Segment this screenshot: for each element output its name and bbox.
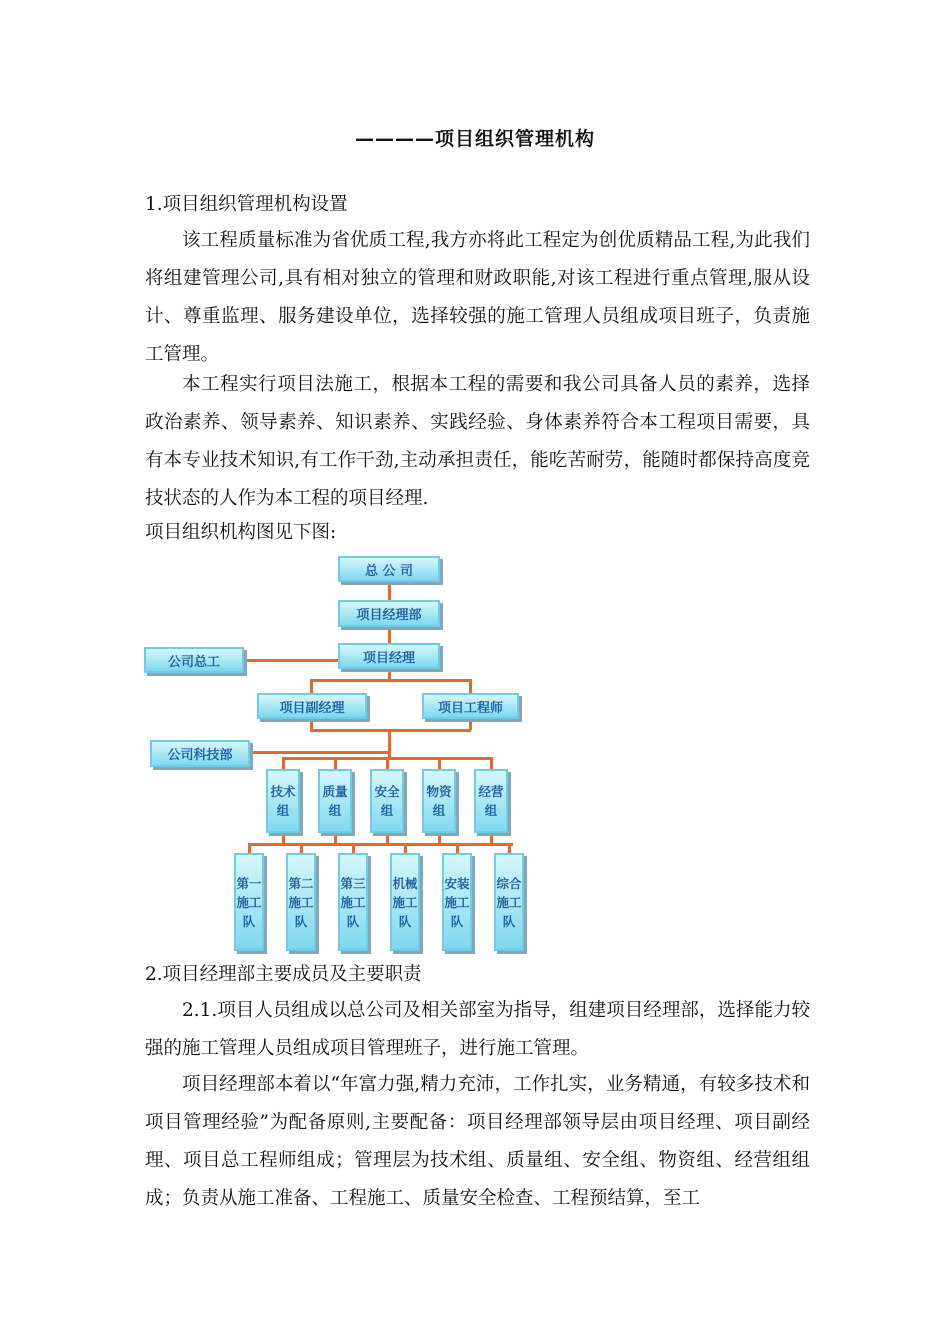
org-node-group: 物资组 (422, 769, 456, 833)
connector-line (438, 757, 441, 769)
org-node-company: 总 公 司 (338, 556, 440, 582)
connector-line (469, 679, 472, 693)
paragraph-1: 该工程质量标准为省优质工程,我方亦将此工程定为创优质精品工程,为此我们将组建管理公司,具有相对独立的管理和财政职能,对该工程进行重点管理,服从设计、尊重监理、服务建设单位，选择较强的施工管理人员组成项目班子，负责施工管理。 (145, 230, 810, 365)
org-node-team: 机械施工队 (390, 853, 420, 951)
connector-line (508, 843, 511, 853)
connector-line (310, 679, 313, 693)
org-node-project-engineer: 项目工程师 (422, 693, 519, 719)
connector-line (310, 679, 471, 682)
page-title: ————项目组织管理机构 (354, 128, 595, 150)
paragraph-3: 2.1.项目人员组成以总公司及相关部室为指导，组建项目经理部，选择能力较强的施工管理人员组成项目管理班子，进行施工管理。 (145, 1000, 810, 1059)
chart-caption: 项目组织机构图见下图: (145, 522, 337, 543)
connector-line (388, 582, 391, 600)
connector-line (250, 751, 390, 754)
org-node-team: 综合施工队 (494, 853, 524, 951)
connector-line (334, 757, 337, 769)
org-node-project-manager: 项目经理 (338, 643, 440, 669)
org-node-group: 安全组 (370, 769, 404, 833)
org-node-group: 技术组 (266, 769, 300, 833)
connector-line (388, 627, 391, 643)
connector-line (386, 757, 389, 769)
connector-line (248, 843, 251, 853)
org-node-group: 经营组 (474, 769, 508, 833)
org-node-team: 安装施工队 (442, 853, 472, 951)
paragraph-2: 本工程实行项目法施工，根据本工程的需要和我公司具备人员的素养，选择政治素养、领导素养、知识素养、实践经验、身体素养符合本工程项目需要，具有本专业技术知识,有工作干劲,主动承担责任，能吃苦耐劳，能随时都保持高度竞技状态的人作为本工程的项目经理. (145, 374, 810, 509)
connector-line (300, 843, 303, 853)
org-node-chief-engineer: 公司总工 (144, 647, 244, 673)
org-node-tech-dept: 公司科技部 (150, 740, 250, 767)
connector-line (404, 843, 407, 853)
org-node-group: 质量组 (318, 769, 352, 833)
org-node-deputy-manager: 项目副经理 (257, 693, 367, 719)
connector-line (490, 757, 493, 769)
org-node-team: 第二施工队 (286, 853, 316, 951)
connector-line (248, 843, 513, 846)
connector-line (282, 757, 285, 769)
org-node-team: 第一施工队 (234, 853, 264, 951)
paragraph-4: 项目经理部本着以“年富力强,精力充沛，工作扎实，业务精通，有较多技术和项目管理经验”为配备原则,主要配备：项目经理部领导层由项目经理、项目副经理、项目总工程师组成；管理层为技术组、质量组、安全组、物资组、经营组组成；负责从施工准备、工程施工、质量安全检查、工程预结算，至工 (145, 1074, 810, 1209)
section1-heading: 1.项目组织管理机构设置 (145, 194, 348, 215)
org-node-project-dept: 项目经理部 (338, 600, 440, 627)
connector-line (352, 843, 355, 853)
section2-heading: 2.项目经理部主要成员及主要职责 (145, 964, 422, 985)
connector-line (244, 659, 340, 662)
connector-line (456, 843, 459, 853)
org-node-team: 第三施工队 (338, 853, 368, 951)
